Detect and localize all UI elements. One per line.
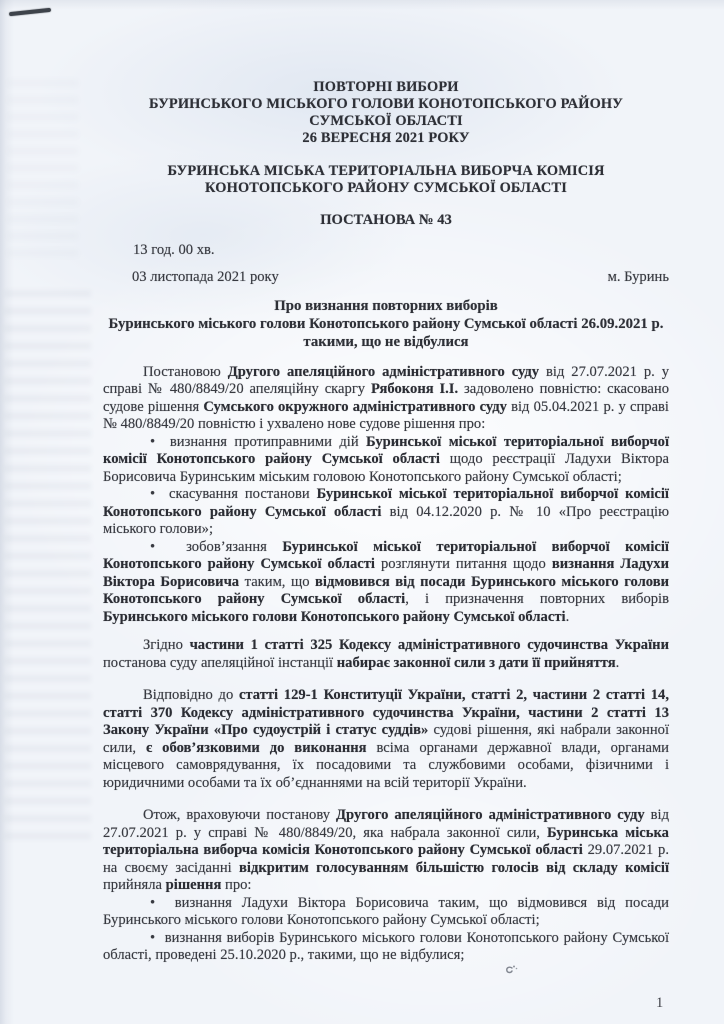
bullet-laduha-refused: • визнання Ладухи Віктора Борисовича таким, що відмовився від посади Буринського міського голови Конотопського району Сумської області; (103, 894, 669, 928)
meta-time: 13 год. 00 хв. (133, 241, 215, 258)
paragraph-constitution: Відповідно до статті 129-1 Конституції України, статті 2, частини 2 статті 14, статті 370 Кодексу адміністративного судочинства України, частини 2 статті 13 Закону України «Про судоустрій і статус суддів» судові рішення, які набрали законної сили, є обов’язковими до виконання всіма органами державної влади, органами місцевого самоврядування, їх посадовими та службовими особами, фізичними і юридичними особами та їх об’єднаннями на всій території України. (103, 687, 669, 791)
bullet-unlawful-actions: • визнання протиправними дій Буринської міської територіальної виборчої комісії Конотопського району Сумської області щодо реєстрації Ладухи Віктора Борисовича Буринським міським головою Конотопського району Сумської області; (103, 433, 669, 485)
election-title-line-3: СУМСЬКОЇ ОБЛАСТІ (309, 113, 463, 129)
subject-line-3: такими, що не відбулися (303, 333, 469, 350)
bleed-through-ghost-text-top (8, 80, 78, 260)
meta-place: м. Буринь (607, 269, 669, 285)
meta-date: 03 листопада 2021 року (132, 269, 279, 285)
subject-title-block (103, 297, 669, 351)
page-number: 1 (656, 995, 664, 1011)
paragraph-article-325: Згідно частини 1 статті 325 Кодексу адміністративного судочинства України постанова суду апеляційної інстанції набирає законної сили з дати її прийняття. (103, 637, 669, 671)
bullet-obligation: • зобов’язання Буринської міської територіальної виборчої комісії Конотопського району Сумської області розглянути питання щодо визнання Ладухи Віктора Борисовича таким, що відмовився від посади Буринського міського голови Конотопського району Сумської області, і призначення повторних виборів Буринського міського голови Конотопського району Сумської області. (103, 538, 669, 625)
resolution-number: ПОСТАНОВА № 43 (320, 212, 452, 228)
paragraph-commission-decision: Отож, враховуючи постанову Другого апеляційного адміністративного суду від 27.07.2021 р. у справі № 480/8849/20, яка набрала законної сили, Буринська міська територіальна виборча комісія Конотопського району Сумської області 29.07.2021 р. на своєму засіданні відкритим голосуванням більшістю голосів від складу комісії прийняла рішення про: (103, 807, 669, 893)
bleed-through-ghost-text (5, 290, 91, 850)
scan-corner-artifact (9, 8, 51, 16)
ink-smudge (503, 963, 519, 981)
bullet-cancel-resolution: • скасування постанови Буринської міської територіальної виборчої комісії Конотопського району Сумської області від 04.12.2020 р. № 10 «Про реєстрацію міського голови»; (103, 486, 669, 537)
bullet-elections-void: • визнання виборів Буринського міського голови Конотопського району Сумської області, проведені 25.10.2020 р., такими, що не відбулися; (103, 929, 669, 963)
election-title-line-4: 26 ВЕРЕСНЯ 2021 РОКУ (302, 130, 470, 146)
document-content (103, 79, 669, 965)
subject-line-2: Буринського міського голови Конотопського району Сумської області 26.09.2021 р. (108, 315, 664, 332)
commission-title-line-2: КОНОТОПСЬКОГО РАЙОНУ СУМСЬКОЇ ОБЛАСТІ (205, 180, 567, 196)
election-title-block (103, 79, 669, 147)
election-title-line-2: БУРИНСЬКОГО МІСЬКОГО ГОЛОВИ КОНОТОПСЬКОГО РАЙОНУ (149, 96, 623, 112)
election-title-line-1: ПОВТОРНІ ВИБОРИ (313, 79, 459, 95)
paragraph-court-ruling: Постановою Другого апеляційного адміністративного суду від 27.07.2021 р. у справі № 480/8849/20 апеляційну скаргу Рябоконя І.І. задоволено повністю: скасовано судове рішення Сумського окружного адміністративного суду від 05.04.2021 р. у справі № 480/8849/20 повністю і ухвалено нове судове рішення про: (103, 363, 669, 432)
commission-title-line-1: БУРИНСЬКА МІСЬКА ТЕРИТОРІАЛЬНА ВИБОРЧА КОМІСІЯ (167, 163, 605, 179)
commission-title-block (103, 163, 669, 197)
meta-date-place-row (103, 269, 669, 287)
subject-line-1: Про визнання повторних виборів (274, 297, 498, 314)
